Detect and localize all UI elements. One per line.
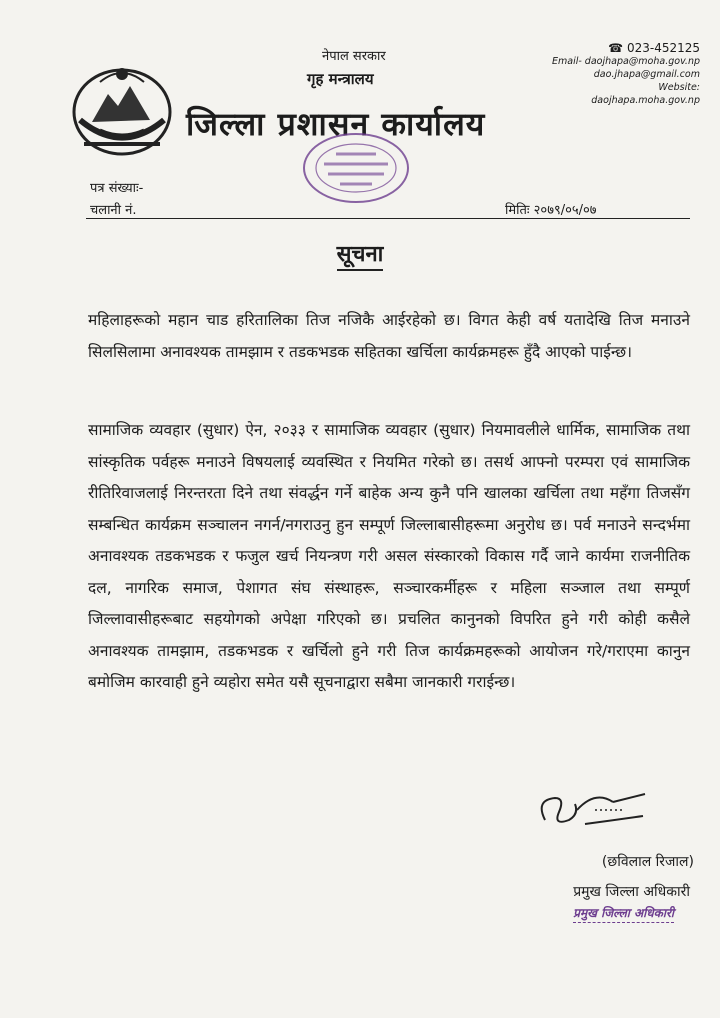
signatory-title: प्रमुख जिल्ला अधिकारी [573, 884, 690, 900]
letter-number-label: पत्र संख्याः- [90, 181, 144, 196]
notice-paragraph-1: महिलाहरूको महान चाड हरितालिका तिज नजिकै आईरहेको छ। विगत केही वर्ष यतादेखि तिज मनाउने सिलसिलामा अनावश्यक तामझाम र तडकभडक सहितका खर्चिला कार्यक्रमहरू हुँदै आएको पाईन्छ। [88, 311, 690, 361]
phone-icon: ☎ [608, 41, 624, 55]
notice-title-text: सूचना [337, 242, 384, 271]
email-secondary: dao.jhapa@gmail.com [593, 69, 700, 80]
office-title: जिल्ला प्रशासन कार्यालय [186, 105, 486, 143]
signatory-stamp: प्रमुख जिल्ला अधिकारी [573, 904, 674, 923]
notice-paragraph-2: सामाजिक व्यवहार (सुधार) ऐन, २०३३ र सामाजिक व्यवहार (सुधार) नियमावलीले धार्मिक, सामाजिक तथा सांस्कृतिक पर्वहरू मनाउने विषयलाई व्यवस्थित र नियमित गरेको छ। तसर्थ आफ्नो परम्परा एवं सामाजिक रीतिरिवाजलाई निरन्तरता दिने तथा संवर्द्धन गर्ने बाहेक अन्य कुनै पनि खालका खर्चिला तथा महँगा तिजसँग सम्बन्धित कार्यक्रम सञ्चालन नगर्न/नगराउनु हुन सम्पूर्ण जिल्लाबासीहरूमा अनुरोध छ। पर्व मनाउने सन्दर्भमा अनावश्यक तडकभडक र फजुल खर्च नियन्त्रण गरी असल संस्कारको विकास गर्दै जाने कार्यमा राजनीतिक दल, नागरिक समाज, पेशागत संघ संस्थाहरू, सञ्चारकर्मीहरू र महिला सञ्जाल तथा सम्पूर्ण जिल्लावासीहरूबाट सहयोगको अपेक्षा गरिएको छ। प्रचलित कानुनको विपरित हुने गरी कोही कसैले अनावश्यक तामझाम, तडकभडक र खर्चिलो हुने गरी तिज कार्यक्रमहरूको आयोजन गरे/गराएमा कानुन बमोजिम कारवाही हुने व्यहोरा समेत यसै सूचनाद्वारा सबैमा जानकारी गराईन्छ। [88, 421, 690, 691]
contact-block [550, 42, 700, 107]
notice-title [0, 238, 720, 268]
ministry-name: गृह मन्त्रालय [307, 70, 374, 88]
nepal-emblem-icon [70, 60, 174, 160]
header-divider [86, 218, 690, 219]
email-primary: Email- daojhapa@moha.gov.np [552, 56, 700, 67]
notice-date: मितिः २०७९/०५/०७ [505, 203, 597, 218]
office-seal-stamp-icon [296, 128, 416, 208]
handwritten-signature-icon [525, 780, 655, 850]
government-name: नेपाल सरकार [322, 49, 386, 64]
signatory-name: (छविलाल रिजाल) [601, 854, 694, 870]
phone-line [550, 42, 700, 55]
website: Website: daojhapa.moha.gov.np [591, 82, 700, 106]
phone-number: 023-452125 [626, 41, 700, 55]
dispatch-number-label: चलानी नं. [90, 203, 137, 218]
